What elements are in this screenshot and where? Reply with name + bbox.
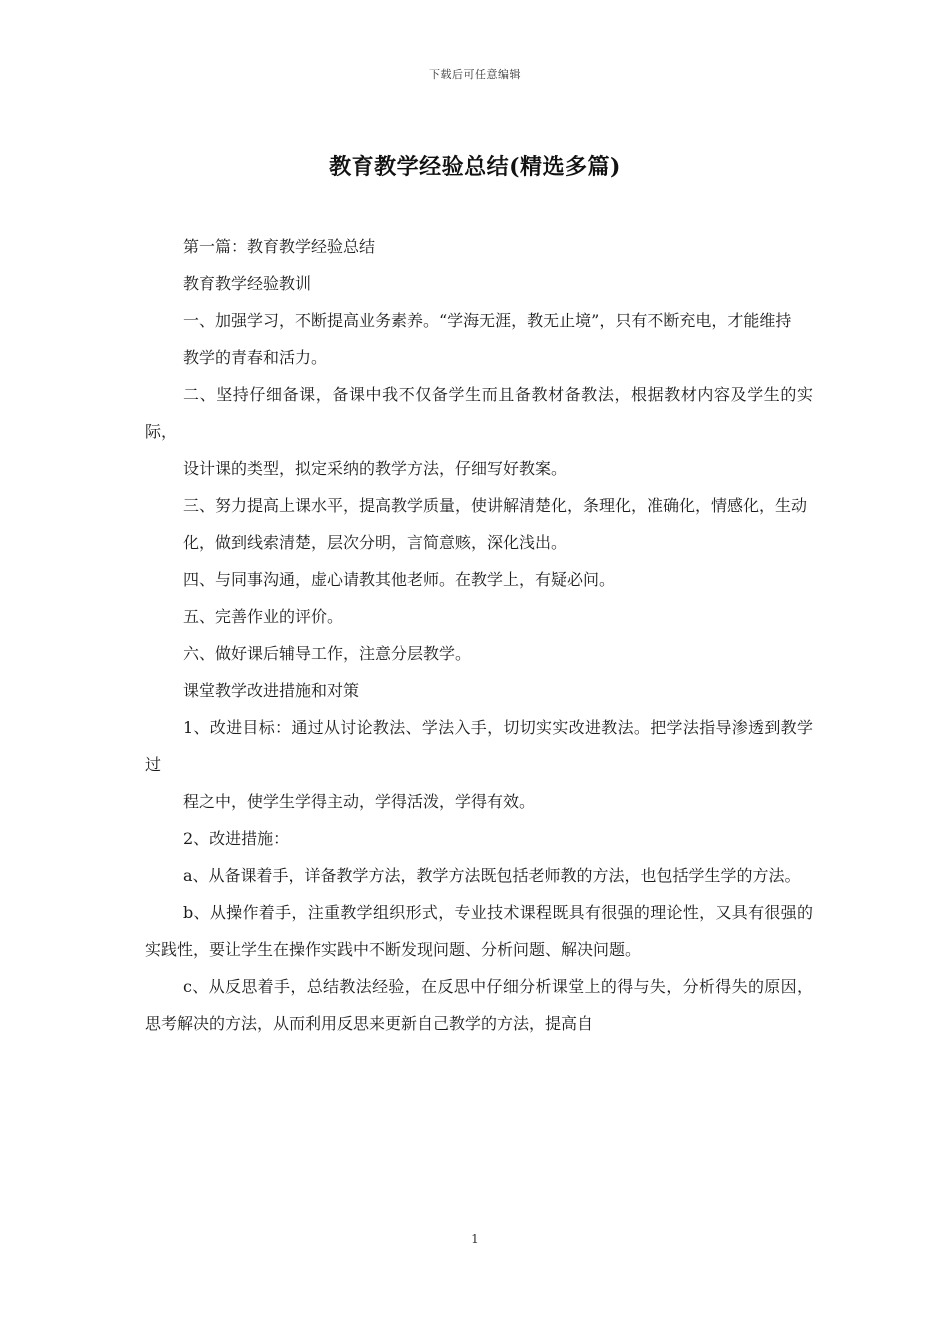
paragraph-point-5: 五、完善作业的评价。 (183, 607, 344, 626)
paragraph-point-6: 六、做好课后辅导工作，注意分层教学。 (183, 644, 472, 663)
paragraph-measure-b: b、从操作着手，注重教学组织形式，专业技术课程既具有很强的理论性，又具有很强的实践性，要让学生在操作实践中不断发现问题、分析问题、解决问题。 (145, 903, 813, 959)
paragraph-point-2-cont: 设计课的类型，拟定采纳的教学方法，仔细写好教案。 (183, 459, 568, 478)
document-title: 教育教学经验总结(精选多篇) (329, 154, 621, 180)
paragraph-measures: 2、改进措施： (183, 829, 290, 848)
document-body (145, 228, 813, 1042)
paragraph-measure-c: c、从反思着手，总结教法经验，在反思中仔细分析课堂上的得与失，分析得失的原因，思考解决的方法，从而利用反思来更新自己教学的方法，提高自 (145, 977, 813, 1033)
paragraph-measure-a: a、从备课着手，详备教学方法，教学方法既包括老师教的方法，也包括学生学的方法。 (183, 866, 801, 885)
paragraph-point-1-cont: 教学的青春和活力。 (183, 348, 328, 367)
paragraph-subheading-2: 课堂教学改进措施和对策 (183, 681, 360, 700)
paragraph-goal: 1、改进目标：通过从讨论教法、学法入手，切切实实改进教法。把学法指导渗透到教学过 (145, 718, 813, 774)
paragraph-section-heading: 第一篇：教育教学经验总结 (183, 237, 376, 256)
paragraph-goal-cont: 程之中，使学生学得主动，学得活泼，学得有效。 (183, 792, 536, 811)
page-number: 1 (471, 1232, 479, 1246)
paragraph-point-2: 二、坚持仔细备课，备课中我不仅备学生而且备教材备教法，根据教材内容及学生的实际， (145, 385, 813, 441)
paragraph-point-1: 一、加强学习，不断提高业务素养。“学海无涯，教无止境”，只有不断充电，才能维持 (183, 311, 792, 330)
paragraph-point-4: 四、与同事沟通，虚心请教其他老师。在教学上，有疑必问。 (183, 570, 616, 589)
paragraph-point-3: 三、努力提高上课水平，提高教学质量，使讲解清楚化，条理化，准确化，情感化，生动 (183, 496, 808, 515)
paragraph-point-3-cont: 化，做到线索清楚，层次分明，言简意赅，深化浅出。 (183, 533, 568, 552)
header-note: 下载后可任意编辑 (429, 68, 521, 81)
paragraph-subheading: 教育教学经验教训 (183, 274, 312, 293)
